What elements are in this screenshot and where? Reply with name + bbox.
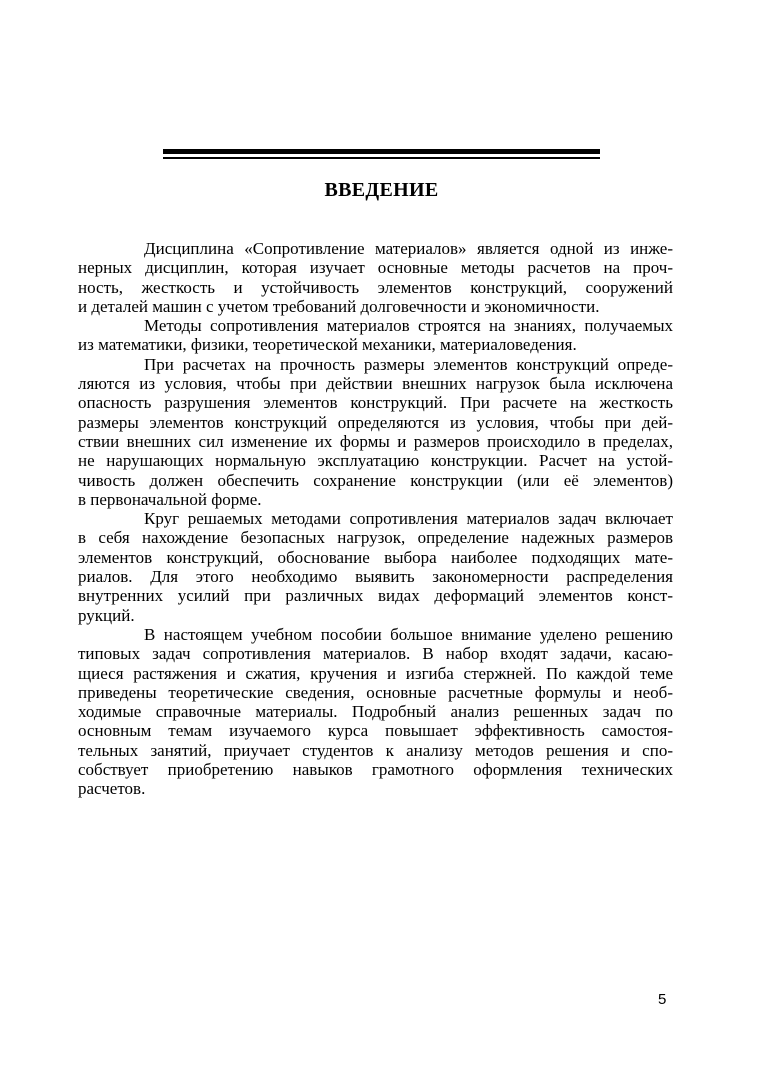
body-text — [78, 239, 673, 799]
text-line: В настоящем учебном пособии большое внимание уделено решению — [144, 624, 673, 644]
text-line: нерных дисциплин, которая изучает основные методы расчетов на проч- — [78, 258, 673, 278]
text-line: ляются из условия, чтобы при действии внешних нагрузок была исключена — [78, 374, 673, 394]
text-line: щиеся растяжения и сжатия, кручения и изгиба стержней. По каждой теме — [78, 663, 673, 683]
header-rule-thick — [163, 149, 600, 154]
text-line: Методы сопротивления материалов строятся на знаниях, получаемых — [144, 316, 673, 336]
text-line: в себя нахождение безопасных нагрузок, определение надежных размеров — [78, 528, 673, 548]
text-line: ствии внешних сил изменение их формы и размеров происходило в пределах, — [78, 431, 673, 451]
text-line: приведены теоретические сведения, основные расчетные формулы и необ- — [78, 682, 673, 702]
text-line: Круг решаемых методами сопротивления материалов задач включает — [144, 509, 673, 529]
text-line: внутренних усилий при различных видах деформаций элементов конст- — [78, 586, 673, 606]
text-line: расчетов. — [78, 779, 146, 799]
text-line: элементов конструкций, обоснование выбора наиболее подходящих мате- — [78, 547, 673, 567]
text-line: тельных занятий, приучает студентов к анализу методов решения и спо- — [78, 740, 673, 760]
text-line: основным темам изучаемого курса повышает эффективность самостоя- — [78, 721, 673, 741]
text-line: опасность разрушения элементов конструкций. При расчете на жесткость — [78, 393, 673, 413]
text-line: ность, жесткость и устойчивость элементов конструкций, сооружений — [78, 277, 673, 297]
page-title: ВВЕДЕНИЕ — [324, 179, 439, 201]
text-line: и деталей машин с учетом требований долговечности и экономичности. — [78, 296, 600, 316]
text-line: не нарушающих нормальную эксплуатацию конструкции. Расчет на устой- — [78, 451, 673, 471]
text-line: из математики, физики, теоретической механики, материаловедения. — [78, 335, 577, 355]
text-line: ходимые справочные материалы. Подробный анализ решенных задач по — [78, 702, 673, 722]
text-line: чивость должен обеспечить сохранение конструкции (или её элементов) — [78, 470, 673, 490]
text-line: рукций. — [78, 605, 135, 625]
text-line: типовых задач сопротивления материалов. В набор входят задачи, касаю- — [78, 644, 673, 664]
text-line: Дисциплина «Сопротивление материалов» является одной из инже- — [144, 239, 673, 258]
text-line: При расчетах на прочность размеры элементов конструкций опреде- — [144, 354, 673, 374]
text-line: риалов. Для этого необходимо выявить закономерности распределения — [78, 567, 673, 587]
text-line: размеры элементов конструкций определяются из условия, чтобы при дей- — [78, 412, 673, 432]
text-line: в первоначальной форме. — [78, 489, 262, 509]
text-line: собствует приобретению навыков грамотного оформления технических — [78, 760, 673, 780]
header-rule-thin — [163, 157, 600, 159]
page-number: 5 — [658, 991, 667, 1008]
